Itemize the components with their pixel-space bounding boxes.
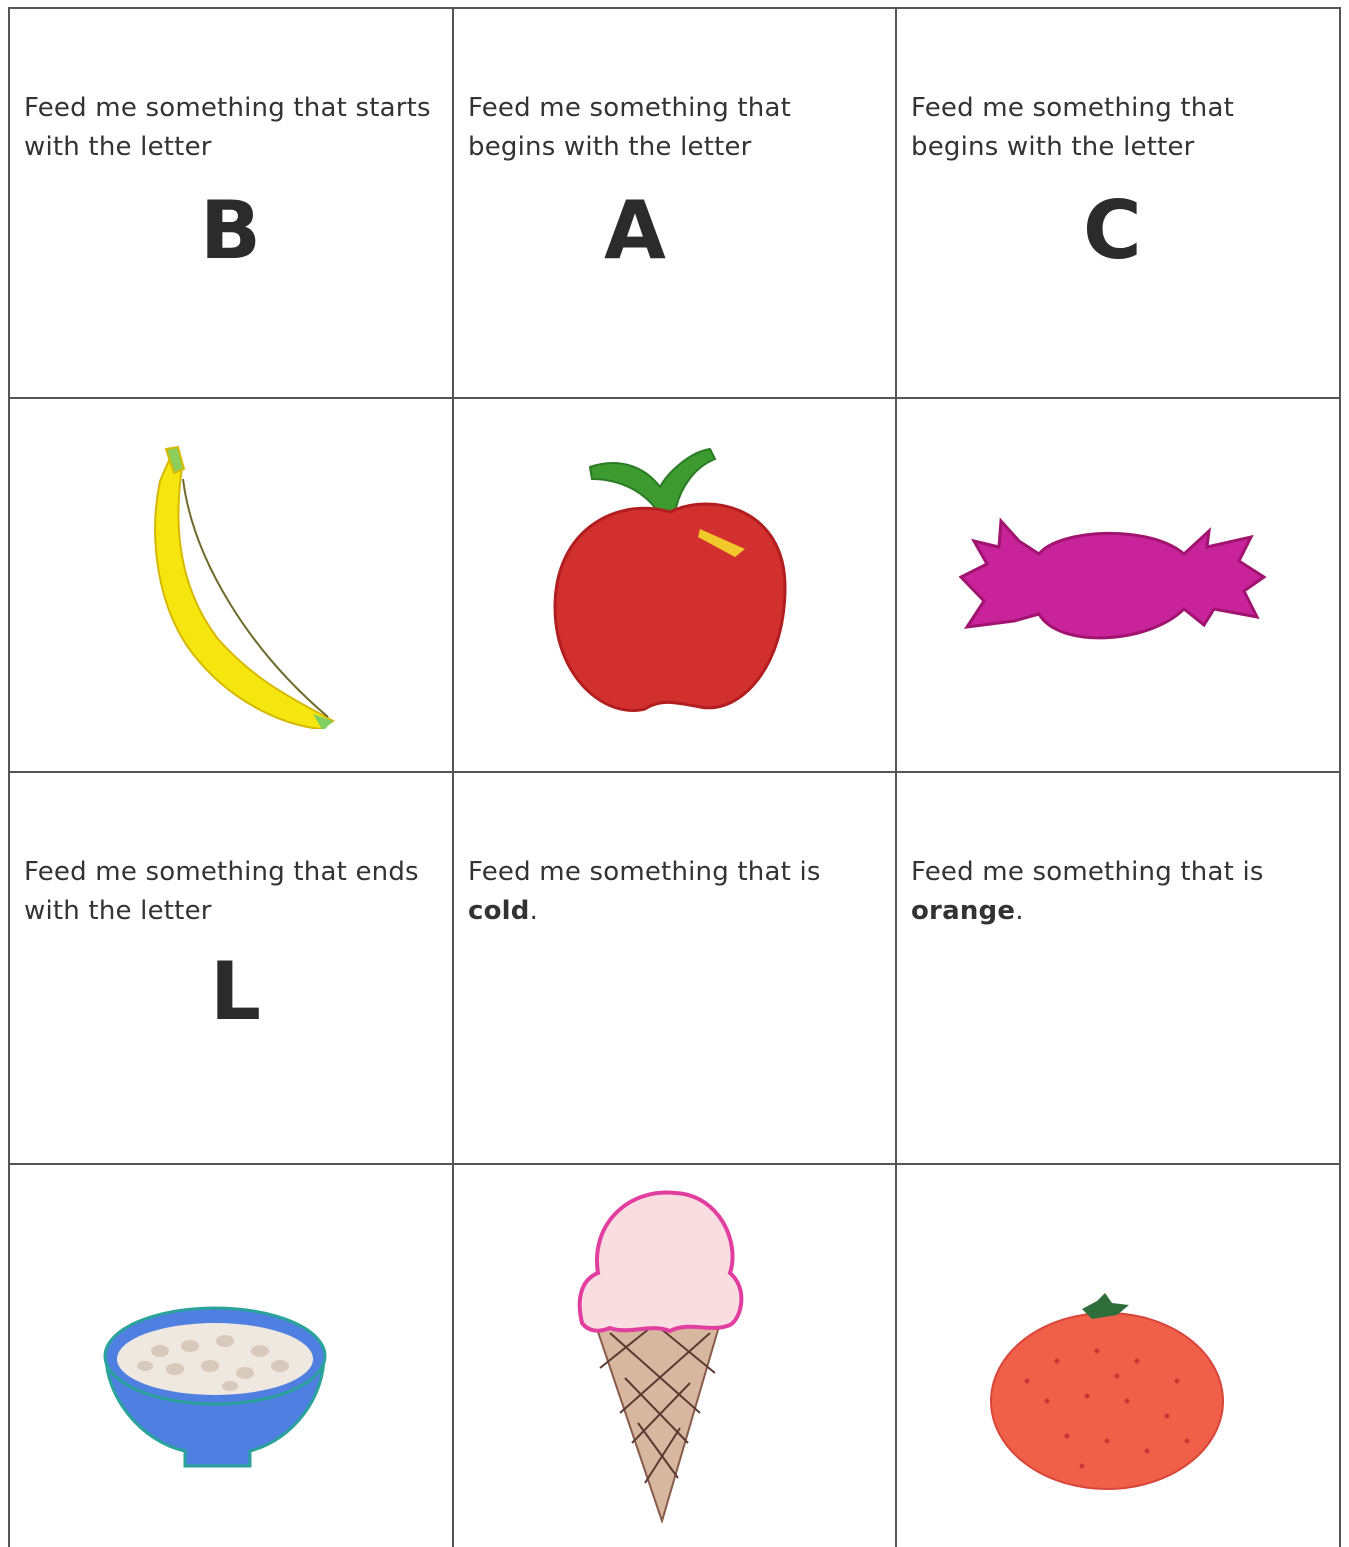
card-prompt: Feed me something that ends with the letter	[24, 857, 419, 926]
card-prompt	[468, 853, 878, 931]
picture-card-banana	[8, 397, 452, 771]
grid-line	[1339, 7, 1341, 1547]
prompt-card-a	[452, 7, 895, 397]
prompt-keyword: orange	[911, 896, 1016, 926]
card-letter: A	[604, 184, 666, 277]
prompt-card-l	[8, 771, 452, 1163]
picture-card-apple	[452, 397, 895, 771]
prompt-card-b	[8, 7, 452, 397]
card-letter: B	[200, 184, 261, 277]
prompt-text: Feed me something that is	[911, 857, 1264, 887]
prompt-keyword: cold	[468, 896, 530, 926]
cereal-bowl-icon	[100, 1301, 330, 1471]
card-prompt: Feed me something that begins with the letter	[911, 93, 1235, 162]
picture-card-cereal	[8, 1163, 452, 1547]
prompt-card-cold	[452, 771, 895, 1163]
card-prompt: Feed me something that starts with the letter	[24, 93, 431, 162]
card-prompt	[911, 853, 1321, 931]
prompt-text: Feed me something that is	[468, 857, 821, 887]
picture-card-orange	[895, 1163, 1339, 1547]
card-letter: C	[1083, 184, 1142, 277]
prompt-card-c	[895, 7, 1339, 397]
orange-icon	[987, 1291, 1227, 1491]
picture-card-candy	[895, 397, 1339, 771]
prompt-suffix: .	[1015, 896, 1024, 926]
prompt-suffix: .	[529, 896, 539, 926]
banana-icon	[138, 439, 358, 729]
picture-card-ice-cream	[452, 1163, 895, 1547]
card-grid	[8, 7, 1341, 1547]
apple-icon	[550, 437, 790, 717]
card-prompt: Feed me something that begins with the letter	[468, 93, 792, 162]
card-letter: L	[210, 945, 261, 1038]
candy-icon	[959, 509, 1269, 659]
prompt-card-orange	[895, 771, 1339, 1163]
ice-cream-cone-icon	[570, 1183, 750, 1523]
